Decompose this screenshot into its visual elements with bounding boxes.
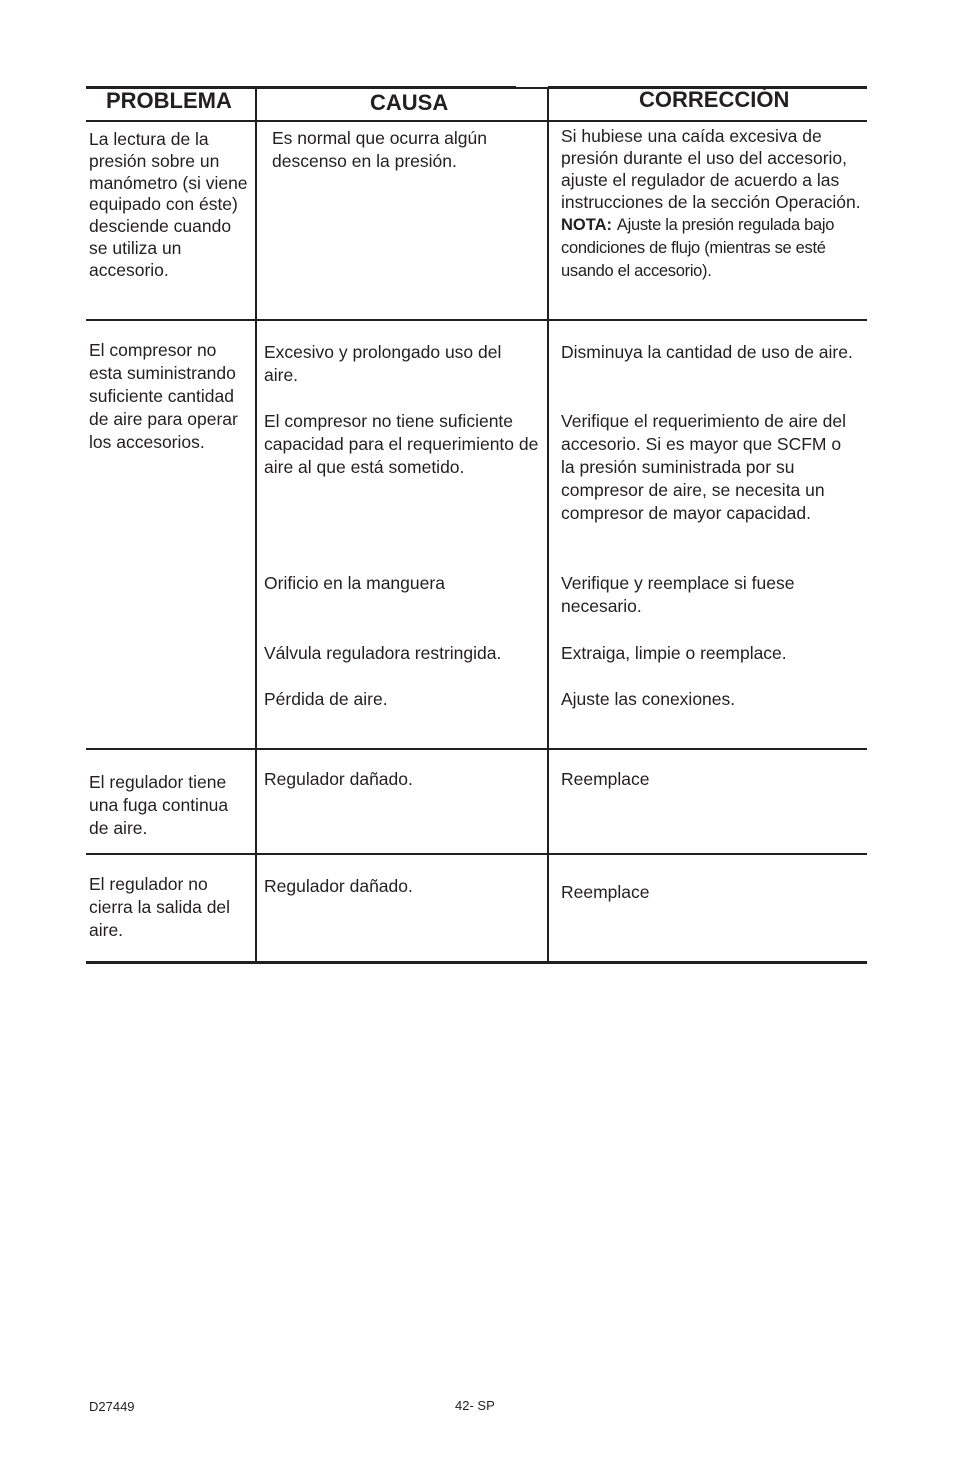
row-3-bottom-rule bbox=[86, 853, 867, 855]
row-2-correction-4: Extraiga, limpie o reemplace. bbox=[561, 643, 787, 663]
row-1-cause: Es normal que ocurra algún descenso en la presión. bbox=[272, 128, 487, 171]
row-1-problem: La lectura de la presión sobre un manómetro (si viene equipado con éste) desciende cuando se utiliza un accesorio. bbox=[89, 129, 248, 280]
row-4-cause: Regulador dañado. bbox=[264, 876, 413, 896]
row-3-correction: Reemplace bbox=[561, 769, 650, 789]
row-2-cause-4: Válvula reguladora restringida. bbox=[264, 643, 502, 663]
row-1-bottom-rule bbox=[86, 319, 867, 321]
row-1-note-text: Ajuste la presión regulada bajo condiciones de flujo (mientras se esté usando el accesorio). bbox=[561, 216, 835, 280]
header-bottom-rule bbox=[86, 120, 867, 122]
row-2-problem: El compresor no esta suministrando suficiente cantidad de aire para operar los accesorios. bbox=[89, 340, 238, 452]
row-2-cause-3: Orificio en la manguera bbox=[264, 573, 445, 593]
row-3-problem: El regulador tiene una fuga continua de aire. bbox=[89, 772, 229, 838]
row-4-problem: El regulador no cierra la salida del aire. bbox=[89, 874, 231, 940]
row-2-cause-2: El compresor no tiene suficiente capacidad para el requerimiento de aire al que está sometido. bbox=[264, 411, 539, 477]
row-1-correction bbox=[561, 125, 861, 282]
row-3-cause: Regulador dañado. bbox=[264, 769, 413, 789]
row-2-bottom-rule bbox=[86, 748, 867, 750]
column-divider-2 bbox=[547, 87, 549, 963]
header-correction: CORRECCIÓN bbox=[639, 87, 790, 112]
row-2-cause-5: Pérdida de aire. bbox=[264, 689, 388, 709]
row-1-note-label: NOTA: bbox=[561, 216, 613, 234]
document-number: D27449 bbox=[89, 1399, 135, 1414]
table-top-rule-gap bbox=[516, 87, 548, 89]
row-2-correction-5: Ajuste las conexiones. bbox=[561, 689, 736, 709]
page-number: 42- SP bbox=[455, 1398, 495, 1413]
header-cause: CAUSA bbox=[370, 90, 449, 115]
column-divider-1 bbox=[255, 87, 257, 963]
row-2-correction-3: Verifique y reemplace si fuese necesario. bbox=[561, 573, 795, 616]
row-4-correction: Reemplace bbox=[561, 882, 650, 902]
table-bottom-rule bbox=[86, 961, 867, 964]
row-1-correction-text: Si hubiese una caída excesiva de presión durante el uso del accesorio, ajuste el regulador de acuerdo a las instrucciones de la sección Operación. bbox=[561, 126, 861, 212]
row-2-correction-2: Verifique el requerimiento de aire del accesorio. Si es mayor que SCFM o la presión suministrada por su compresor de aire, se necesita un compresor de mayor capacidad. bbox=[561, 411, 847, 523]
row-2-cause-1: Excesivo y prolongado uso del aire. bbox=[264, 342, 502, 385]
row-2-correction-1: Disminuya la cantidad de uso de aire. bbox=[561, 342, 853, 362]
header-problem: PROBLEMA bbox=[106, 88, 232, 113]
